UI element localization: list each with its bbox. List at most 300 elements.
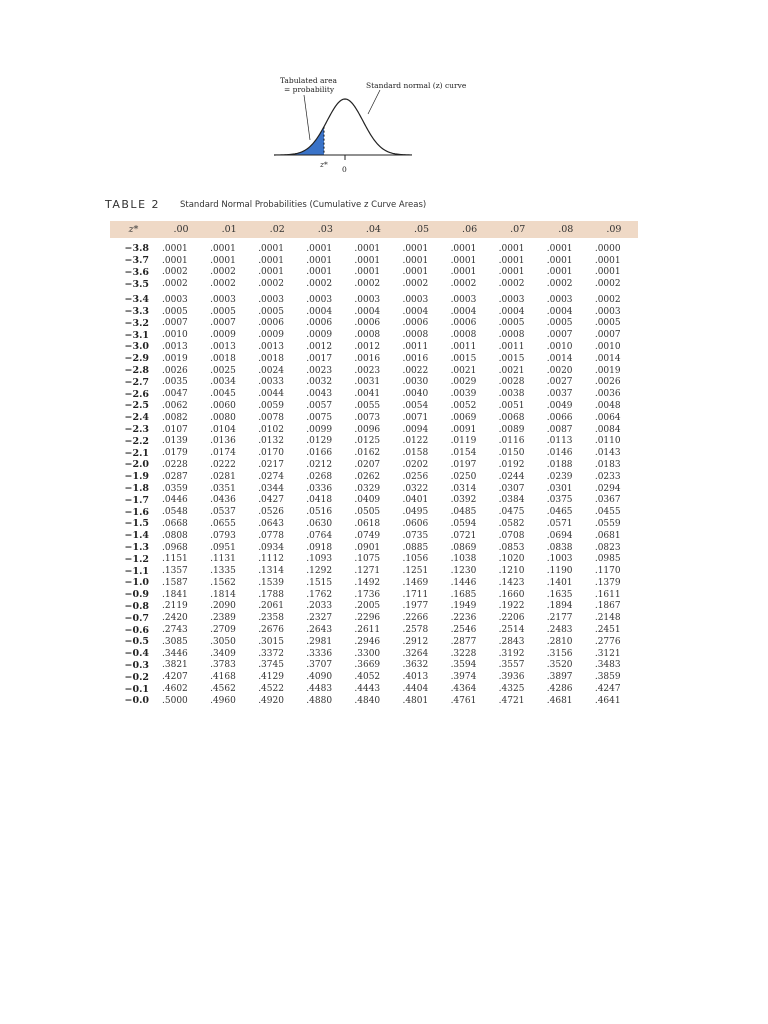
z-value-cell: −0.0 [124,695,149,707]
z-value-cell: −1.7 [124,494,149,506]
probability-cell: .1190 [546,566,573,577]
probability-cell: .0025 [210,365,236,376]
probability-cell: .0069 [450,412,477,423]
probability-cell: .0000 [594,243,621,254]
probability-cell: .3085 [162,636,188,647]
probability-cell: .0068 [498,412,525,423]
probability-cell: .4207 [162,672,188,683]
z-value-cell: −0.7 [124,612,149,624]
z-value-cell: −3.8 [124,243,149,255]
probability-cell: .4364 [450,684,477,695]
probability-cell: .0021 [498,365,525,376]
probability-cell: .2946 [354,636,381,647]
probability-cell: .0188 [546,459,573,470]
probability-cell: .0039 [450,389,477,400]
probability-cell: .0116 [498,436,525,447]
probability-cell: .0192 [498,459,525,470]
probability-cell: .0049 [546,400,573,411]
column-header: .06 [462,224,478,235]
probability-cell: .0401 [402,495,429,506]
z-value-cell: −0.6 [124,624,149,636]
probability-cell: .3594 [450,660,477,671]
probability-cell: .2451 [594,625,621,636]
table-row [110,494,638,506]
probability-cell: .2709 [210,625,236,636]
probability-cell: .0455 [594,507,621,518]
probability-cell: .0003 [162,294,188,305]
probability-cell: .1379 [594,577,621,588]
probability-cell: .0057 [306,400,333,411]
probability-cell: .0446 [162,495,188,506]
probability-cell: .2743 [162,625,188,636]
probability-cell: .0559 [594,518,621,529]
probability-cell: .0301 [546,483,573,494]
probability-cell: .0113 [546,436,573,447]
probability-cell: .0006 [306,318,333,329]
z-column-header: z* [128,224,139,235]
normal-curve-figure [270,70,480,180]
area-label-pointer [304,95,310,140]
probability-cell: .0002 [162,279,188,290]
probability-cell: .0011 [402,341,429,352]
probability-cell: .0001 [354,267,381,278]
z-value-cell: −3.5 [124,278,149,290]
probability-cell: .0274 [258,471,284,482]
probability-cell: .0014 [546,353,573,364]
z-value-cell: −3.1 [124,329,149,341]
probability-cell: .0102 [258,424,284,435]
z-value-cell: −0.3 [124,659,149,671]
z-value-cell: −1.8 [124,483,149,495]
probability-cell: .0006 [450,318,477,329]
z-value-cell: −3.6 [124,266,149,278]
probability-cell: .0013 [258,341,284,352]
probability-cell: .0294 [594,483,621,494]
probability-cell: .0158 [402,448,429,459]
probability-cell: .0019 [594,365,621,376]
probability-cell: .4801 [402,695,429,706]
shaded-area-region [274,127,324,155]
probability-cell: .0183 [594,459,621,470]
probability-cell: .0080 [210,412,236,423]
probability-cell: .2296 [354,613,381,624]
probability-cell: .1867 [594,601,621,612]
column-header: .09 [606,224,622,235]
probability-cell: .0359 [162,483,188,494]
probability-cell: .0075 [306,412,333,423]
probability-cell: .0418 [306,495,333,506]
probability-cell: .0071 [402,412,429,423]
probability-cell: .4522 [258,684,284,695]
probability-cell: .0708 [498,530,525,541]
probability-cell: .3483 [594,660,621,671]
probability-cell: .1814 [210,589,236,600]
probability-cell: .1271 [354,566,381,577]
table-row [110,471,638,483]
probability-cell: .4641 [594,695,621,706]
probability-cell: .0013 [162,341,188,352]
probability-cell: .3264 [402,648,429,659]
probability-cell: .2420 [162,613,188,624]
probability-cell: .0099 [306,424,333,435]
probability-cell: .0322 [402,483,429,494]
table-title-row [105,198,645,214]
table-row [110,636,638,648]
probability-cell: .0082 [162,412,188,423]
probability-cell: .4090 [306,672,333,683]
probability-cell: .0091 [450,424,477,435]
probability-cell: .0351 [210,483,236,494]
normal-curve-line [274,99,412,155]
probability-cell: .0228 [162,459,188,470]
probability-cell: .0003 [402,294,429,305]
table-row [110,447,638,459]
probability-cell: .2061 [258,601,284,612]
probability-cell: .0004 [546,306,573,317]
table-row [110,483,638,495]
probability-cell: .0017 [306,353,333,364]
probability-cell: .4721 [498,695,525,706]
probability-cell: .0008 [450,330,477,341]
probability-cell: .1469 [402,577,429,588]
probability-cell: .2483 [546,625,573,636]
probability-cell: .0087 [546,424,573,435]
table-row [110,243,638,255]
area-label-line2: = probability [284,85,335,94]
table-row [110,565,638,577]
probability-cell: .1515 [306,577,333,588]
probability-cell: .0010 [594,341,621,352]
probability-cell: .0012 [306,341,333,352]
probability-cell: .0006 [258,318,284,329]
probability-cell: .4286 [546,684,573,695]
probability-cell: .3821 [162,660,188,671]
probability-cell: .1762 [306,589,333,600]
probability-cell: .0485 [450,507,477,518]
probability-cell: .0059 [258,400,284,411]
table-row [110,518,638,530]
probability-cell: .0918 [306,542,333,553]
probability-cell: .0901 [354,542,381,553]
probability-cell: .2676 [258,625,284,636]
table-row [110,459,638,471]
probability-cell: .0179 [162,448,188,459]
probability-cell: .2514 [498,625,525,636]
probability-cell: .4920 [258,695,284,706]
probability-cell: .0019 [162,353,188,364]
probability-cell: .0001 [402,267,429,278]
probability-cell: .3336 [306,648,333,659]
probability-cell: .0951 [210,542,236,553]
column-header: .03 [317,224,333,235]
probability-cell: .0003 [498,294,525,305]
probability-cell: .0003 [594,306,621,317]
probability-cell: .0052 [450,400,477,411]
probability-cell: .0018 [210,353,236,364]
probability-cell: .0005 [498,318,525,329]
probability-cell: .0043 [306,389,333,400]
probability-cell: .4960 [210,695,236,706]
probability-cell: .2776 [594,636,621,647]
probability-cell: .2912 [402,636,429,647]
probability-cell: .1977 [402,601,429,612]
probability-cell: .0048 [594,400,621,411]
probability-cell: .0001 [546,255,573,266]
probability-cell: .2611 [354,625,381,636]
probability-cell: .3192 [498,648,525,659]
curve-label-pointer [368,90,380,114]
table-number: TABLE 2 [105,198,161,211]
probability-cell: .0233 [594,471,621,482]
table-row [110,648,638,660]
probability-cell: .0021 [450,365,477,376]
probability-cell: .0143 [594,448,621,459]
probability-cell: .0040 [402,389,429,400]
probability-cell: .0026 [162,365,188,376]
probability-cell: .0005 [210,306,236,317]
probability-cell: .2643 [306,625,333,636]
probability-cell: .0367 [594,495,621,506]
probability-cell: .0222 [210,459,236,470]
probability-cell: .0001 [450,267,477,278]
row-group [110,294,638,707]
z-value-cell: −1.6 [124,506,149,518]
probability-cell: .0146 [546,448,573,459]
probability-cell: .0129 [306,436,333,447]
z-value-cell: −3.4 [124,294,149,306]
probability-cell: .0281 [210,471,236,482]
probability-cell: .0001 [306,243,333,254]
probability-cell: .4483 [306,684,333,695]
probability-cell: .1711 [402,589,429,600]
table-row [110,294,638,306]
probability-cell: .1423 [498,577,525,588]
probability-cell: .1210 [498,566,525,577]
table-row [110,553,638,565]
probability-cell: .0548 [162,507,188,518]
probability-cell: .0005 [546,318,573,329]
probability-cell: .0005 [258,306,284,317]
z-value-cell: −2.6 [124,388,149,400]
probability-cell: .1151 [162,554,188,565]
probability-cell: .0007 [594,330,621,341]
probability-cell: .0009 [306,330,333,341]
probability-cell: .0002 [210,267,236,278]
probability-cell: .0073 [354,412,381,423]
probability-cell: .0094 [402,424,429,435]
probability-cell: .0020 [546,365,573,376]
probability-cell: .1357 [162,566,188,577]
z-star-label: z* [320,160,328,169]
probability-cell: .0885 [402,542,429,553]
probability-cell: .0005 [594,318,621,329]
probability-cell: .0606 [402,518,429,529]
table-row [110,306,638,318]
probability-cell: .0764 [306,530,333,541]
probability-cell: .2236 [450,613,477,624]
column-header: .08 [558,224,574,235]
probability-cell: .0002 [594,279,621,290]
z-value-cell: −3.2 [124,317,149,329]
probability-cell: .0035 [162,377,188,388]
probability-cell: .0089 [498,424,525,435]
probability-cell: .0838 [546,542,573,553]
table-row [110,278,638,290]
probability-cell: .4247 [594,684,621,695]
probability-cell: .0003 [258,294,284,305]
probability-cell: .0735 [402,530,429,541]
probability-cell: .1685 [450,589,477,600]
probability-cell: .1056 [402,554,429,565]
row-group [110,243,638,290]
probability-cell: .0630 [306,518,333,529]
z-value-cell: −1.1 [124,565,149,577]
probability-cell: .0051 [498,400,525,411]
probability-cell: .0004 [306,306,333,317]
probability-cell: .0869 [450,542,477,553]
probability-cell: .0002 [258,279,284,290]
probability-cell: .0197 [450,459,477,470]
probability-cell: .0005 [162,306,188,317]
probability-cell: .2177 [546,613,573,624]
table-row [110,530,638,542]
column-header: .04 [365,224,381,235]
probability-cell: .3228 [450,648,477,659]
probability-cell: .1075 [354,554,381,565]
probability-cell: .4443 [354,684,381,695]
probability-cell: .0054 [402,400,429,411]
probability-cell: .4602 [162,684,188,695]
probability-cell: .0985 [594,554,621,565]
table-row [110,353,638,365]
probability-cell: .0139 [162,436,188,447]
probability-cell: .1170 [594,566,621,577]
probability-cell: .0066 [546,412,573,423]
column-header: .01 [221,224,237,235]
probability-cell: .0015 [498,353,525,364]
probability-cell: .0256 [402,471,429,482]
probability-cell: .0045 [210,389,236,400]
probability-cell: .0024 [258,365,284,376]
probability-cell: .0384 [498,495,525,506]
probability-cell: .0001 [498,255,525,266]
probability-cell: .0002 [162,267,188,278]
probability-cell: .1539 [258,577,284,588]
probability-cell: .4013 [402,672,429,683]
probability-cell: .0001 [162,255,188,266]
probability-cell: .0096 [354,424,381,435]
probability-cell: .0643 [258,518,284,529]
probability-cell: .0526 [258,507,284,518]
probability-cell: .2005 [354,601,381,612]
probability-cell: .0033 [258,377,284,388]
probability-cell: .2327 [306,613,333,624]
probability-cell: .0721 [450,530,477,541]
probability-cell: .1611 [594,589,621,600]
probability-cell: .0044 [258,389,284,400]
probability-cell: .0001 [594,267,621,278]
probability-cell: .0009 [210,330,236,341]
probability-cell: .0027 [546,377,573,388]
probability-cell: .3409 [210,648,236,659]
probability-cell: .1841 [162,589,188,600]
probability-cell: .0003 [450,294,477,305]
probability-cell: .3745 [258,660,284,671]
probability-cell: .0001 [354,243,381,254]
probability-cell: .0007 [546,330,573,341]
probability-cell: .0119 [450,436,477,447]
probability-cell: .0475 [498,507,525,518]
probability-cell: .0217 [258,459,284,470]
probability-cell: .0125 [354,436,381,447]
probability-cell: .0571 [546,518,573,529]
probability-cell: .0307 [498,483,525,494]
probability-cell: .0162 [354,448,381,459]
table-row [110,624,638,636]
column-header: .02 [269,224,285,235]
probability-cell: .0002 [594,294,621,305]
probability-cell: .0166 [306,448,333,459]
probability-cell: .0001 [450,243,477,254]
area-label-line1: Tabulated area [280,76,337,85]
probability-cell: .1038 [450,554,477,565]
probability-cell: .1401 [546,577,573,588]
probability-cell: .0011 [498,341,525,352]
z-value-cell: −2.5 [124,400,149,412]
probability-cell: .0023 [306,365,333,376]
table-row [110,365,638,377]
table-row [110,412,638,424]
probability-cell: .0026 [594,377,621,388]
probability-cell: .1292 [306,566,333,577]
probability-cell: .1949 [450,601,477,612]
table-row [110,589,638,601]
probability-cell: .0014 [594,353,621,364]
probability-cell: .0055 [354,400,381,411]
probability-cell: .0038 [498,389,525,400]
z-value-cell: −2.2 [124,435,149,447]
probability-cell: .0001 [546,243,573,254]
probability-cell: .3015 [258,636,284,647]
probability-cell: .0064 [594,412,621,423]
probability-cell: .0001 [210,255,236,266]
probability-cell: .0008 [354,330,381,341]
probability-cell: .0004 [498,306,525,317]
probability-cell: .1635 [546,589,573,600]
probability-cell: .0202 [402,459,429,470]
probability-cell: .1020 [498,554,525,565]
probability-cell: .0778 [258,530,284,541]
probability-cell: .2389 [210,613,236,624]
probability-cell: .2810 [546,636,573,647]
probability-cell: .3936 [498,672,525,683]
probability-cell: .0023 [354,365,381,376]
probability-cell: .0084 [594,424,621,435]
probability-cell: .0001 [498,267,525,278]
z-value-cell: −2.9 [124,353,149,365]
probability-cell: .0668 [162,518,188,529]
probability-cell: .0003 [546,294,573,305]
probability-cell: .0078 [258,412,284,423]
probability-cell: .0287 [162,471,188,482]
z-value-cell: −2.7 [124,376,149,388]
z-value-cell: −0.8 [124,600,149,612]
table-body [110,243,638,707]
z-value-cell: −0.5 [124,636,149,648]
probability-cell: .1251 [402,566,429,577]
probability-cell: .0749 [354,530,381,541]
probability-cell: .0594 [450,518,477,529]
